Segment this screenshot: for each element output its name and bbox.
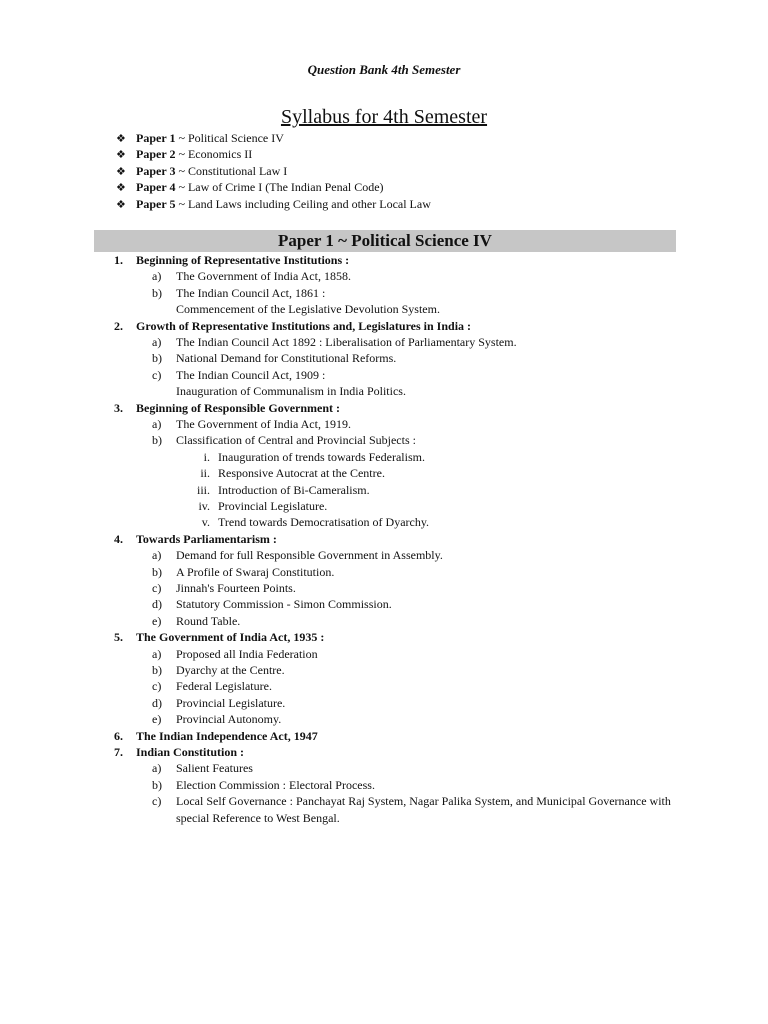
section-title: Beginning of Responsible Government : <box>136 400 341 415</box>
item-text: The Indian Council Act 1892 : Liberalisation of Parliamentary System. <box>176 335 517 349</box>
item-label: b) <box>152 351 162 366</box>
sub-item-text: Trend towards Democratisation of Dyarchy. <box>218 515 430 530</box>
list-item <box>114 547 674 563</box>
sub-list-item <box>114 449 674 465</box>
item-text: Election Commission : Electoral Process. <box>176 777 375 792</box>
item-label: d) <box>152 597 162 612</box>
section-number: 7. <box>114 745 123 760</box>
list-item <box>114 268 674 284</box>
paper-desc: ~ Law of Crime I (The Indian Penal Code) <box>175 180 384 195</box>
sub-list-item <box>114 482 674 498</box>
item-label: b) <box>152 777 162 792</box>
item-text: Statutory Commission - Simon Commission. <box>176 597 392 612</box>
page-header: Question Bank 4th Semester <box>307 62 461 77</box>
item-label: a) <box>152 417 162 432</box>
section-number: 2. <box>114 318 123 333</box>
item-label: c) <box>152 581 162 596</box>
list-item <box>114 711 674 727</box>
list-item <box>114 432 674 448</box>
paper-desc: ~ Economics II <box>175 147 253 162</box>
sub-item-label: iii. <box>196 482 210 497</box>
diamond-bullet-icon: ❖ <box>116 182 126 195</box>
item-text: Federal Legislature. <box>176 679 272 694</box>
paper-list-item <box>116 179 431 195</box>
sub-item-label: i. <box>203 449 210 464</box>
list-item <box>114 695 674 711</box>
paper-name: Paper 1 <box>136 131 176 145</box>
paper-name: Paper 3 <box>136 163 176 178</box>
list-item <box>114 596 674 612</box>
item-text: Jinnah's Fourteen Points. <box>176 581 296 596</box>
item-text: The Indian Council Act, 1861 : <box>176 285 326 300</box>
syllabus-outline <box>114 252 674 826</box>
item-text: Proposed all India Federation <box>176 646 318 661</box>
item-text: The Government of India Act, 1858. <box>176 269 351 284</box>
section-number: 4. <box>114 531 123 546</box>
list-item <box>114 350 674 366</box>
section-number: 3. <box>114 400 123 415</box>
sub-item-label: v. <box>201 515 210 530</box>
section-title: The Indian Independence Act, 1947 <box>136 728 318 743</box>
item-text: Salient Features <box>176 761 253 776</box>
item-label: a) <box>152 646 162 661</box>
diamond-bullet-icon: ❖ <box>116 165 126 178</box>
section-title: Indian Constitution : <box>136 745 245 760</box>
item-label: d) <box>152 695 162 710</box>
paper-name: Paper 5 <box>136 196 176 211</box>
section-heading <box>114 744 674 760</box>
list-item <box>114 678 674 694</box>
item-label: a) <box>152 269 162 284</box>
item-label: c) <box>152 679 162 694</box>
diamond-bullet-icon: ❖ <box>116 149 126 162</box>
section-title: Beginning of Representative Institutions : <box>136 253 350 267</box>
paper-desc: ~ Land Laws including Ceiling and other Local Law <box>175 196 431 211</box>
sub-list-item <box>114 514 674 530</box>
list-item <box>114 793 674 826</box>
list-item <box>114 580 674 596</box>
item-text: Provincial Legislature. <box>176 695 286 710</box>
paper-name: Paper 2 <box>136 147 176 162</box>
item-continuation: Inauguration of Communalism in India Politics. <box>176 384 406 399</box>
item-text: The Government of India Act, 1919. <box>176 417 351 432</box>
item-text: Demand for full Responsible Government in Assembly. <box>176 548 443 563</box>
section-heading <box>114 318 674 334</box>
list-item <box>114 760 674 776</box>
paper-desc: ~ Political Science IV <box>175 131 284 145</box>
section-heading <box>114 728 674 744</box>
section-title: Towards Parliamentarism : <box>136 531 277 546</box>
list-item <box>114 416 674 432</box>
sub-item-label: ii. <box>200 466 210 481</box>
list-item <box>114 613 674 629</box>
sub-item-text: Inauguration of trends towards Federalism. <box>218 449 425 464</box>
item-label: b) <box>152 564 162 579</box>
item-text: Round Table. <box>176 613 241 628</box>
item-continuation: Commencement of the Legislative Devolution System. <box>176 302 440 317</box>
diamond-bullet-icon: ❖ <box>116 133 126 145</box>
section-title: Growth of Representative Institutions and, Legislatures in India : <box>136 318 472 333</box>
sub-list-item <box>114 498 674 514</box>
section-heading-band: Paper 1 ~ Political Science IV <box>94 230 676 252</box>
paper-name: Paper 4 <box>136 180 176 195</box>
sub-item-text: Responsive Autocrat at the Centre. <box>218 466 385 481</box>
item-text: A Profile of Swaraj Constitution. <box>176 564 335 579</box>
page-title: Syllabus for 4th Semester <box>280 106 488 128</box>
item-label: e) <box>152 712 162 727</box>
item-text: Local Self Governance : Panchayat Raj System, Nagar Palika System, and Municipal Governance with special Reference to West Bengal. <box>176 794 671 825</box>
item-label: a) <box>152 335 162 349</box>
item-text: Provincial Autonomy. <box>176 712 282 727</box>
section-number: 1. <box>114 253 123 267</box>
list-item <box>114 367 674 383</box>
sub-item-label: iv. <box>198 499 210 514</box>
section-heading <box>114 629 674 645</box>
list-item <box>114 564 674 580</box>
paper-desc: ~ Constitutional Law I <box>175 163 288 178</box>
paper-list-item <box>116 196 431 212</box>
paper-list-item <box>116 130 431 146</box>
item-label: b) <box>152 285 162 300</box>
item-label: c) <box>152 794 162 809</box>
list-item <box>114 662 674 678</box>
item-text: Classification of Central and Provincial Subjects : <box>176 433 416 448</box>
item-text: National Demand for Constitutional Reforms. <box>176 351 397 366</box>
paper-list-item <box>116 163 431 179</box>
section-heading <box>114 400 674 416</box>
section-title: The Government of India Act, 1935 : <box>136 630 325 645</box>
item-text: Dyarchy at the Centre. <box>176 663 285 678</box>
list-item <box>114 777 674 793</box>
item-label: b) <box>152 663 162 678</box>
paper-list <box>116 130 431 212</box>
item-label: b) <box>152 433 162 448</box>
item-label: a) <box>152 548 162 563</box>
item-text: The Indian Council Act, 1909 : <box>176 367 326 382</box>
sub-list-item <box>114 465 674 481</box>
section-heading <box>114 531 674 547</box>
diamond-bullet-icon: ❖ <box>116 198 126 211</box>
section-number: 5. <box>114 630 123 645</box>
sub-item-text: Provincial Legislature. <box>218 499 328 514</box>
item-label: e) <box>152 613 162 628</box>
sub-item-text: Introduction of Bi-Cameralism. <box>218 482 370 497</box>
list-item <box>114 646 674 662</box>
section-heading <box>114 252 674 268</box>
item-label: c) <box>152 367 162 382</box>
list-item <box>114 285 674 301</box>
paper-list-item <box>116 146 431 162</box>
list-item <box>114 334 674 350</box>
section-number: 6. <box>114 728 123 743</box>
item-label: a) <box>152 761 162 776</box>
